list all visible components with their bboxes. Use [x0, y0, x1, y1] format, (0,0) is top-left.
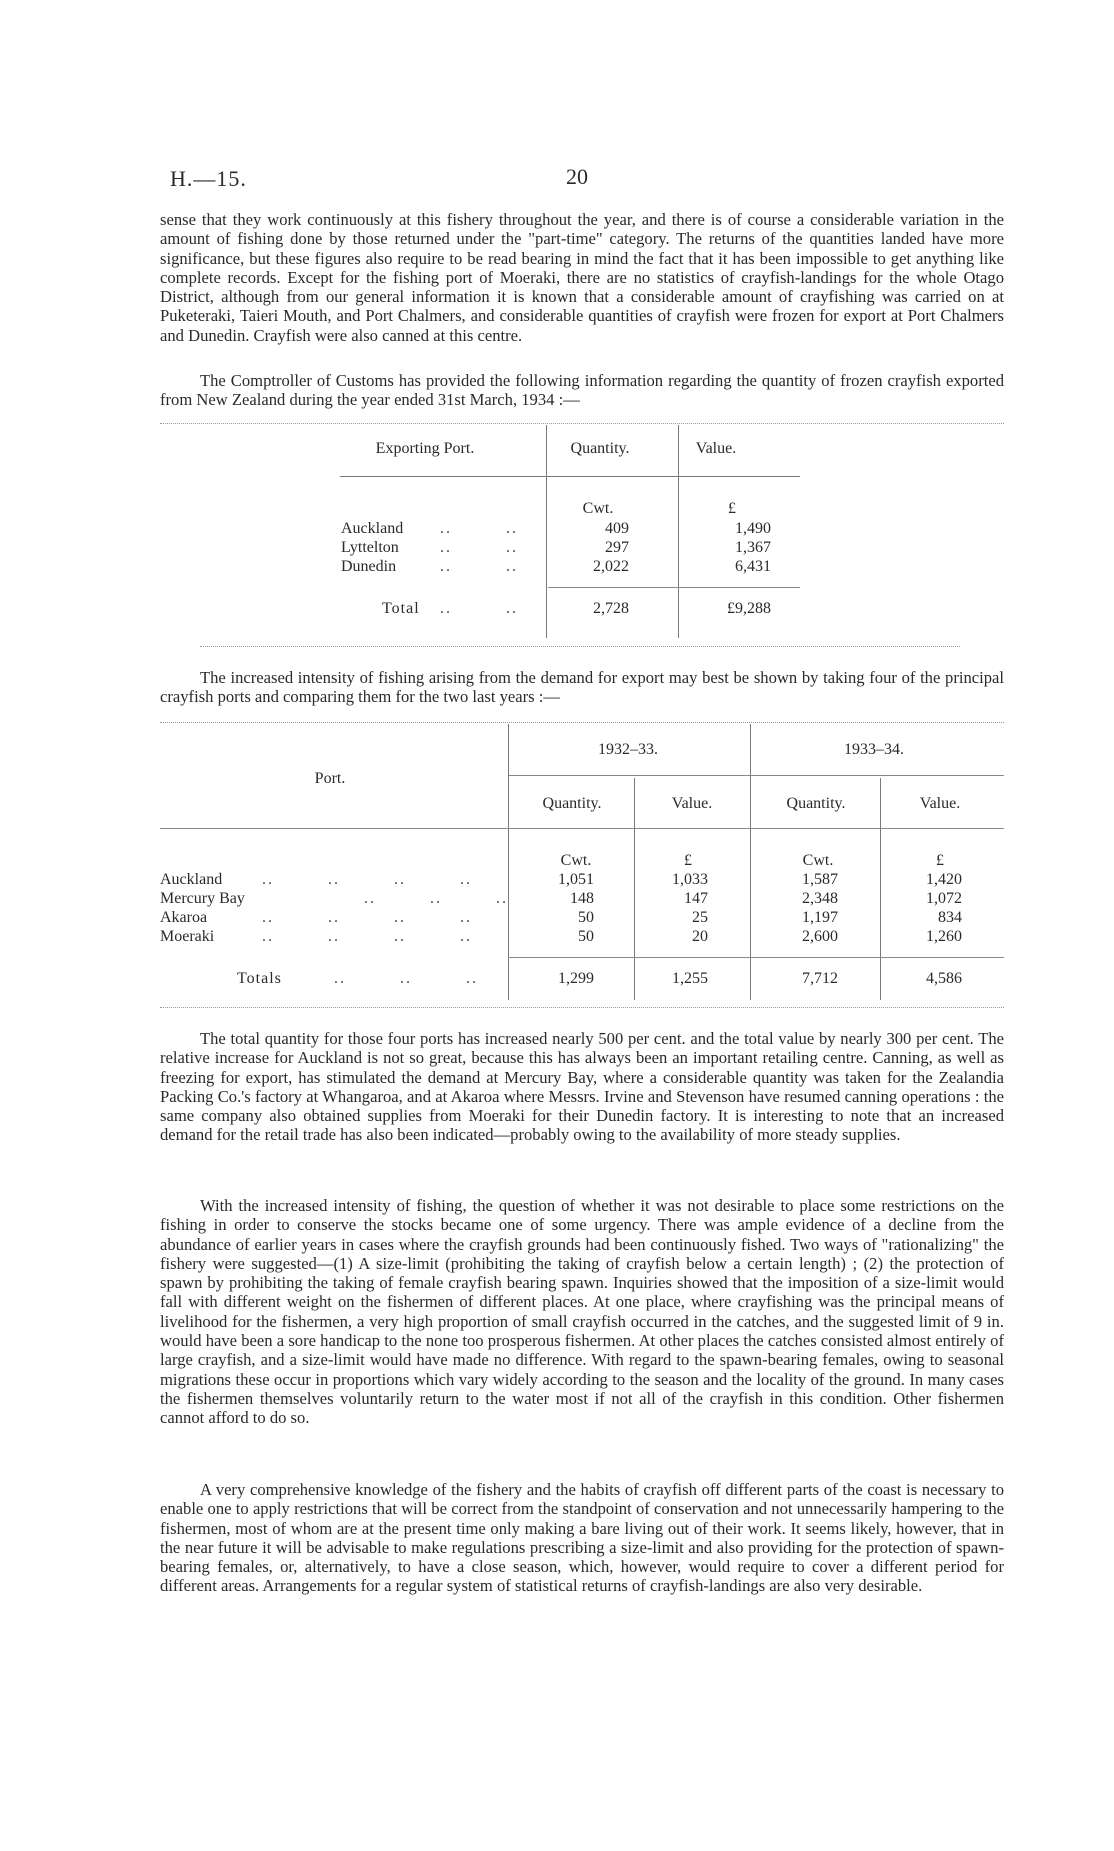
leader-dots: .. .. .. .. [262, 909, 472, 926]
table2-v2: 1,420 [926, 871, 962, 888]
table2-total-q1: 1,299 [558, 970, 594, 987]
table1-bottom-rule [200, 646, 960, 647]
table1-total-quantity: 2,728 [593, 600, 629, 617]
table2-header-quantity-1: Quantity. [542, 795, 602, 812]
table2-q2: 2,600 [802, 928, 838, 945]
paragraph-5: With the increased intensity of fishing, the question of whether it was not desirable to place some restrictions on the fishing in order to conserve the stocks became one of some urgency. There was ample evidence of a decline from the abundance of earlier years in cases where the crayfish grounds had been continuously fished. Two ways of "rationalizing" the fishery were suggested—(1) A size-limit (prohibiting the taking of crayfish below a certain length) ; (2) the protection of spawn by prohibiting the taking of female crayfish bearing spawn. Inquiries showed that the imposition of a size-limit would fall with different weight on the fishermen of different places. At one place, where crayfishing was the principal means of livelihood for the fishermen, a very high proportion of small crayfish occurred in the catches, and the suggested limit of 9 in. would have been a sore handicap to the none too prosperous fishermen. At other places the catches consisted almost entirely of large crayfish, and a size-limit would have made no difference. With regard to the spawn-bearing females, owing to seasonal migrations these occur in proportions which vary widely according to the season and the locality of the ground. In many cases the fishermen themselves voluntarily return to the water most if not all of the crayfish in this condition. Other fishermen cannot afford to do so. [160, 1196, 1004, 1428]
document-reference: H.—15. [170, 166, 247, 191]
leader-dots: .. .. [440, 600, 518, 617]
table2-q1: 1,051 [558, 871, 594, 888]
table2-total-v1: 1,255 [672, 970, 708, 987]
leader-dots: .. .. .. [262, 890, 508, 907]
table2-header-value-1: Value. [671, 795, 713, 812]
table2-header-year1: 1932–33. [598, 741, 658, 758]
table1-top-rule [160, 423, 1004, 424]
table2-unit-value-2: £ [936, 852, 944, 869]
table2-q2: 1,587 [802, 871, 838, 888]
leader-dots: .. .. [440, 520, 518, 537]
table2-header-year2: 1933–34. [844, 741, 904, 758]
table2-v2: 834 [938, 909, 962, 926]
table1-divider [546, 425, 547, 638]
table2-divider [508, 724, 509, 1000]
table2-q1: 50 [578, 928, 594, 945]
table2-q1: 50 [578, 909, 594, 926]
table2-v1: 147 [684, 890, 708, 907]
paragraph-4: The total quantity for those four ports has increased nearly 500 per cent. and the total value by nearly 300 per cent. The relative increase for Auckland is not so great, because this has always been an important retailing centre. Canning, as well as freezing for export, has stimulated the demand at Mercury Bay, where a considerable quantity was taken for the Zealandia Packing Co.'s factory at Whangaroa, and at Akaroa where Messrs. Irvine and Stevenson have resumed canning operations : the same company also obtained supplies from Moeraki for their Dunedin factory. It is interesting to note that an increased demand for the retail trade has also been indicated—probably owing to the availability of more steady supplies. [160, 1029, 1004, 1145]
table1-value: 1,367 [735, 539, 771, 556]
table2-q1: 148 [570, 890, 594, 907]
table1-value: 6,431 [735, 558, 771, 575]
table2-q2: 1,197 [802, 909, 838, 926]
table1-header-rule [340, 476, 800, 477]
table2-v1: 1,033 [672, 871, 708, 888]
paragraph-2: The Comptroller of Customs has provided the following information regarding the quantity of frozen crayfish exported from New Zealand during the year ended 31st March, 1934 :— [160, 371, 1004, 410]
table1-quantity: 409 [605, 520, 629, 537]
paragraph-6: A very comprehensive knowledge of the fishery and the habits of crayfish off different parts of the coast is necessary to enable one to apply restrictions that will be correct from the standpoint of conservation and not unnecessarily hampering to the fishermen, most of whom are at the present time only making a bare living out of their work. It seems likely, however, that in the near future it will be advisable to make regulations prescribing a size-limit and also providing for the protection of spawn-bearing females, or, alternatively, to have a close season, which, however, would require to cover a different period for different areas. Arrangements for a regular system of statistical returns of crayfish-landings are also very desirable. [160, 1480, 1004, 1596]
table2-year-rule [508, 775, 1004, 776]
table2-v2: 1,260 [926, 928, 962, 945]
table1-total-rule [548, 587, 800, 588]
paragraph-1: sense that they work continuously at this fishery throughout the year, and there is of course a considerable variation in the amount of fishing done by those returned under the "part-time" category. The returns of the quantities landed have more significance, but these figures also require to be read bearing in mind the fact that it has been impossible to get anything like complete records. Except for the fishing port of Moeraki, there are no statistics of crayfish-landings for the whole Otago District, although from our general information it is known that a considerable amount of crayfishing was carried on at Puketeraki, Taieri Mouth, and Port Chalmers, and considerable quantities of crayfish were frozen for export at Port Chalmers and Dunedin. Crayfish were also canned at this centre. [160, 210, 1004, 345]
table2-v2: 1,072 [926, 890, 962, 907]
table2-header-rule [160, 828, 1004, 829]
table1-total-value: £9,288 [727, 600, 771, 617]
table1-unit-value: £ [728, 500, 736, 517]
table2-unit-quantity-1: Cwt. [560, 852, 592, 869]
leader-dots: .. .. .. .. [262, 871, 472, 888]
table2-divider [880, 778, 881, 1000]
table1-port: Dunedin [341, 558, 397, 575]
table1-header-port: Exporting Port. [375, 440, 475, 457]
table1-divider [678, 425, 679, 638]
leader-dots: .. .. [440, 539, 518, 556]
leader-dots: .. .. .. .. [262, 928, 472, 945]
paragraph-3: The increased intensity of fishing arising from the demand for export may best be shown by taking four of the principal crayfish ports and comparing them for the two last years :— [160, 668, 1004, 707]
table2-header-port: Port. [314, 770, 346, 787]
table2-q2: 2,348 [802, 890, 838, 907]
table2-bottom-rule [160, 1007, 1004, 1008]
table2-total-v2: 4,586 [926, 970, 962, 987]
table2-v1: 25 [692, 909, 708, 926]
table1-port: Auckland [341, 520, 404, 537]
table2-total-q2: 7,712 [802, 970, 838, 987]
table2-port: Akaroa [160, 909, 208, 926]
table1-port: Lyttelton [341, 539, 399, 556]
table1-header-value: Value. [695, 440, 737, 457]
page-number: 20 [566, 164, 588, 189]
table2-header-quantity-2: Quantity. [786, 795, 846, 812]
table2-port: Moeraki [160, 928, 215, 945]
table2-divider [634, 778, 635, 1000]
table2-divider [750, 724, 751, 1000]
table2-header-value-2: Value. [919, 795, 961, 812]
leader-dots: .. .. .. [334, 970, 478, 987]
table2-total-label: Totals [237, 970, 282, 987]
table2-port: Mercury Bay [160, 890, 245, 907]
leader-dots: .. .. [440, 558, 518, 575]
table1-quantity: 2,022 [593, 558, 629, 575]
table2-v1: 20 [692, 928, 708, 945]
table2-unit-value-1: £ [684, 852, 692, 869]
table1-unit-quantity: Cwt. [582, 500, 614, 517]
table1-total-label: Total [382, 600, 420, 617]
table1-header-quantity: Quantity. [570, 440, 630, 457]
table1-value: 1,490 [735, 520, 771, 537]
table2-top-rule [160, 722, 1004, 723]
table2-unit-quantity-2: Cwt. [802, 852, 834, 869]
table1-quantity: 297 [605, 539, 629, 556]
table2-port: Auckland [160, 871, 223, 888]
table2-total-rule [508, 957, 1004, 958]
